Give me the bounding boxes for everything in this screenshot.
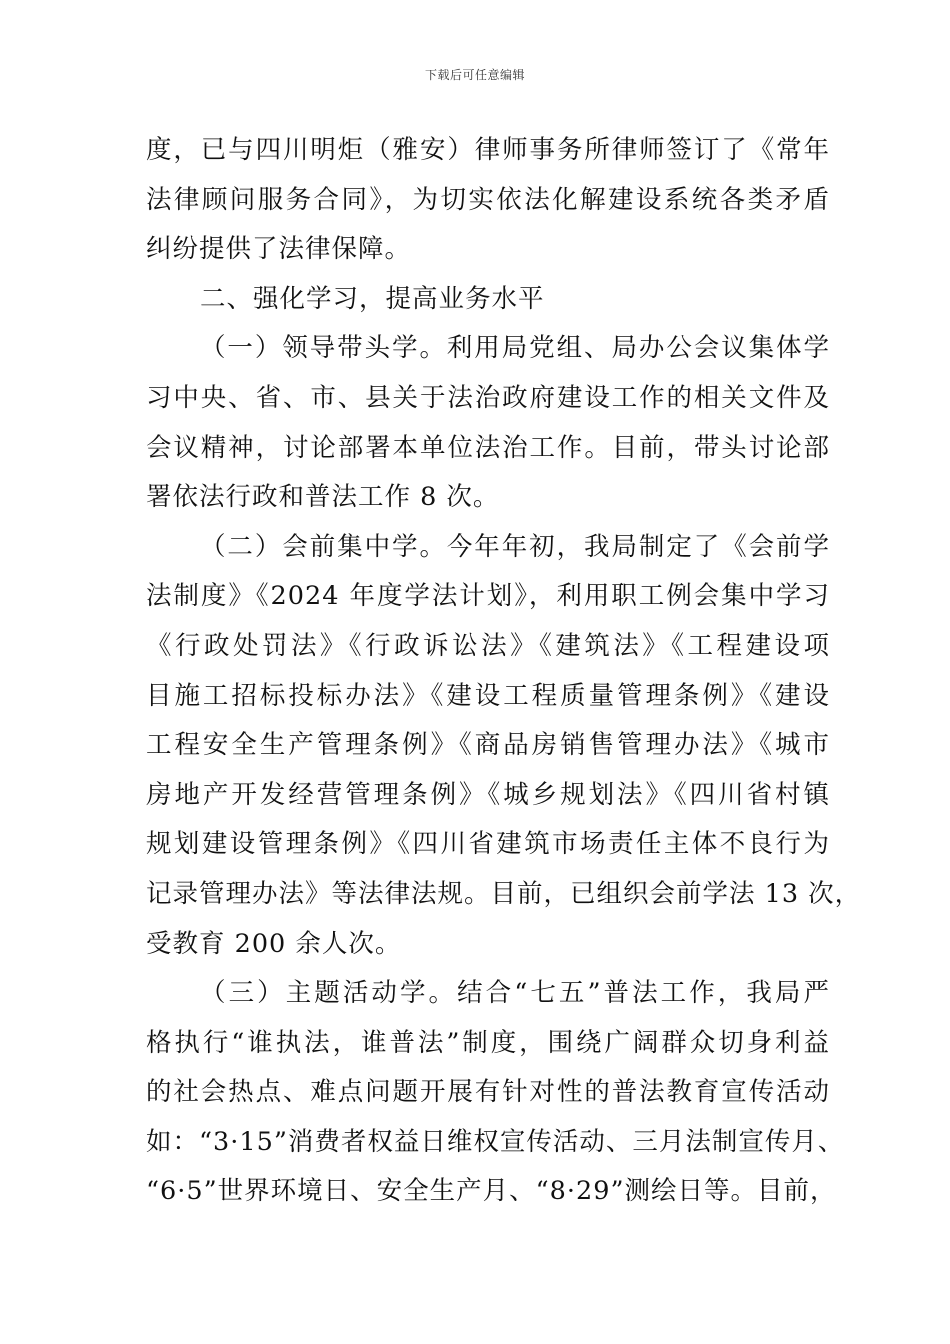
text-line: 署依法行政和普法工作 8 次。 [146,482,500,513]
document-body [146,126,862,1217]
text-line: （三）主题活动学。结合“七五”普法工作，我局严 [200,978,830,1009]
text-line: （二）会前集中学。今年年初，我局制定了《会前学 [200,531,830,562]
text-line: 房地产开发经营管理条例》《城乡规划法》《四川省村镇 [146,779,830,810]
text-line: 度，已与四川明炬（雅安）律师事务所律师签订了《常年 [146,135,830,165]
text-line: 如：“3·15”消费者权益日维权宣传活动、三月法制宣传月、 [146,1126,845,1157]
text-line: 受教育 200 余人次。 [146,928,402,959]
text-line: 法制度》《2024 年度学法计划》，利用职工例会集中学习 [146,581,830,612]
page-header: 下载后可任意编辑 [424,68,525,82]
text-line: 规划建设管理条例》《四川省建筑市场责任主体不良行为 [146,829,830,860]
text-line: 的社会热点、难点问题开展有针对性的普法教育宣传活动 [146,1077,830,1108]
text-line: （一）领导带头学。利用局党组、局办公会议集体学 [200,333,830,364]
text-line: 纠纷提供了法律保障。 [146,234,412,265]
text-line: “6·5”世界环境日、安全生产月、“8·29”测绘日等。目前， [146,1176,837,1207]
text-line: 目施工招标投标办法》《建设工程质量管理条例》《建设 [146,680,830,711]
text-line: 格执行“谁执法，谁普法”制度，围绕广阔群众切身利益 [146,1027,830,1058]
text-line: 会议精神，讨论部署本单位法治工作。目前，带头讨论部 [146,432,830,463]
section-heading: 二、强化学习，提高业务水平 [200,283,545,314]
text-line: 工程安全生产管理条例》《商品房销售管理办法》《城市 [146,730,830,761]
text-line: 法律顾问服务合同》，为切实依法化解建设系统各类矛盾 [146,184,830,215]
text-line: 习中央、省、市、县关于法治政府建设工作的相关文件及 [146,382,830,413]
text-line: 《行政处罚法》《行政诉讼法》《建筑法》《工程建设项 [146,630,830,661]
text-line: 记录管理办法》等法律法规。目前，已组织会前学法 13 次， [146,878,862,909]
